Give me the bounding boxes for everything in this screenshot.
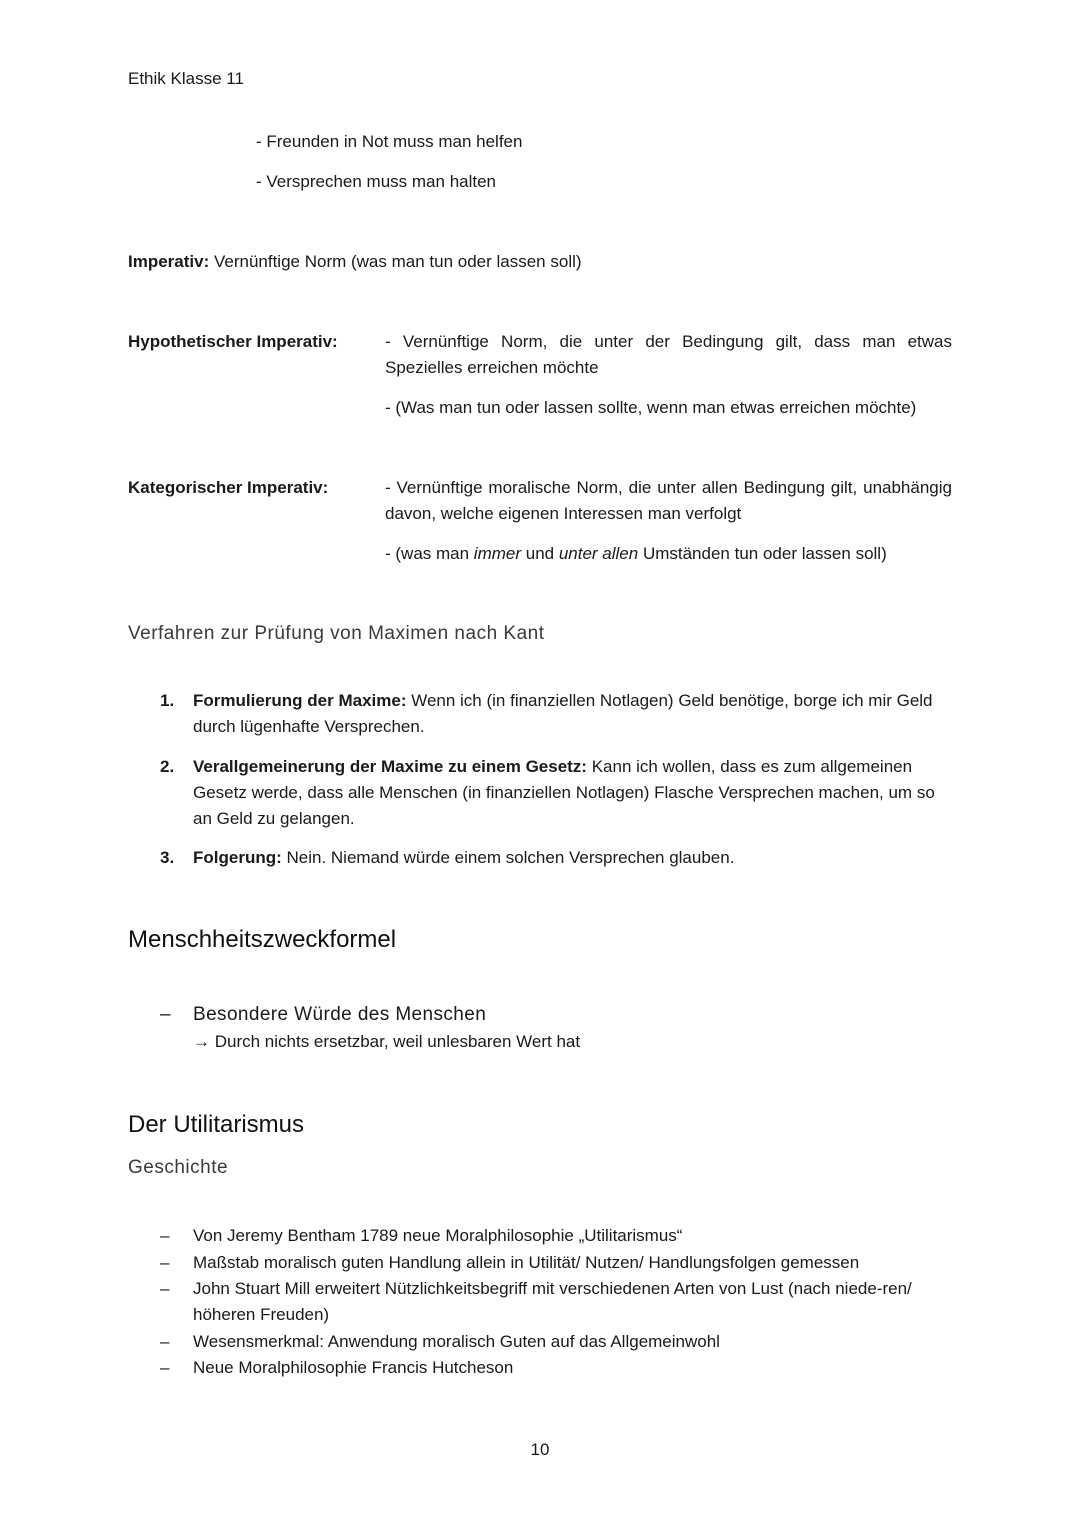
kategorisch-line2-emph: unter allen	[558, 544, 639, 563]
imperativ-text: Vernünftige Norm (was man tun oder lassen soll)	[209, 252, 582, 271]
kategorisch-line2-emph: immer	[473, 544, 522, 563]
step-item	[193, 688, 952, 740]
menschheit-subitem: → Durch nichts ersetzbar, weil unlesbaren Wert hat	[193, 1032, 581, 1051]
step-text: Nein. Niemand würde einem solchen Versprechen glauben.	[281, 848, 735, 867]
dash-bullet: –	[160, 1279, 170, 1298]
step-term: Folgerung:	[193, 848, 282, 867]
step-number: 3.	[160, 848, 175, 867]
page-header: Ethik Klasse 11	[128, 69, 244, 88]
step-term: Formulierung der Maxime:	[193, 691, 407, 710]
utilitarismus-item: John Stuart Mill erweitert Nützlichkeitsbegriff mit verschiedenen Arten von Lust (nach niede-ren/ höheren Freuden)	[193, 1279, 912, 1324]
intro-list-item: - Versprechen muss man halten	[256, 172, 497, 191]
menschheit-title: Menschheitszweckformel	[128, 926, 397, 953]
kategorisch-line1: - Vernünftige moralische Norm, die unter allen Bedingung gilt, unabhängig davon, welche eigenen Interessen man verfolgt	[385, 478, 952, 523]
imperativ-definition	[128, 249, 582, 275]
dash-bullet: –	[160, 1332, 170, 1351]
kategorisch-line2-part: und	[521, 544, 559, 563]
dash-bullet: –	[160, 1358, 170, 1377]
kategorisch-line2-part: - (was man	[385, 544, 474, 563]
utilitarismus-item: Wesensmerkmal: Anwendung moralisch Guten auf das Allgemeinwohl	[193, 1332, 720, 1351]
kategorisch-line2-part: Umständen tun oder lassen soll)	[638, 544, 887, 563]
hypothetisch-term: Hypothetischer Imperativ:	[128, 332, 338, 351]
step-number: 1.	[160, 691, 175, 710]
utilitarismus-title: Der Utilitarismus	[128, 1111, 305, 1138]
verfahren-title: Verfahren zur Prüfung von Maximen nach Kant	[128, 623, 545, 644]
kategorisch-term: Kategorischer Imperativ:	[128, 478, 329, 497]
hypothetisch-line1: - Vernünftige Norm, die unter der Bedingung gilt, dass man etwas Spezielles erreichen möchte	[385, 332, 952, 377]
utilitarismus-item: Von Jeremy Bentham 1789 neue Moralphilosophie „Utilitarismus“	[193, 1226, 683, 1245]
utilitarismus-item: Neue Moralphilosophie Francis Hutcheson	[193, 1358, 514, 1377]
step-item	[193, 845, 952, 871]
step-text: Kann ich wollen, dass es zum allgemeinen Gesetz werde, dass alle Menschen (in finanziellen Notlagen) Flasche Versprechen machen, um so an Geld zu gelangen.	[193, 757, 935, 828]
menschheit-item: Besondere Würde des Menschen	[193, 1004, 487, 1025]
step-term: Verallgemeinerung der Maxime zu einem Gesetz:	[193, 757, 587, 776]
step-item	[193, 754, 952, 832]
hypothetisch-line2: - (Was man tun oder lassen sollte, wenn man etwas erreichen möchte)	[385, 398, 917, 417]
dash-bullet: –	[160, 1253, 170, 1272]
page-number: 10	[530, 1440, 550, 1459]
dash-bullet: –	[160, 1004, 171, 1025]
intro-list-item: - Freunden in Not muss man helfen	[256, 132, 523, 151]
step-text: Wenn ich (in finanziellen Notlagen) Geld benötige, borge ich mir Geld durch lügenhafte Versprechen.	[193, 691, 933, 736]
kategorisch-line2	[385, 541, 952, 567]
dash-bullet: –	[160, 1226, 170, 1245]
utilitarismus-subtitle: Geschichte	[128, 1157, 229, 1178]
step-number: 2.	[160, 757, 175, 776]
imperativ-term: Imperativ:	[128, 252, 210, 271]
utilitarismus-item: Maßstab moralisch guten Handlung allein in Utilität/ Nutzen/ Handlungsfolgen gemessen	[193, 1253, 860, 1272]
